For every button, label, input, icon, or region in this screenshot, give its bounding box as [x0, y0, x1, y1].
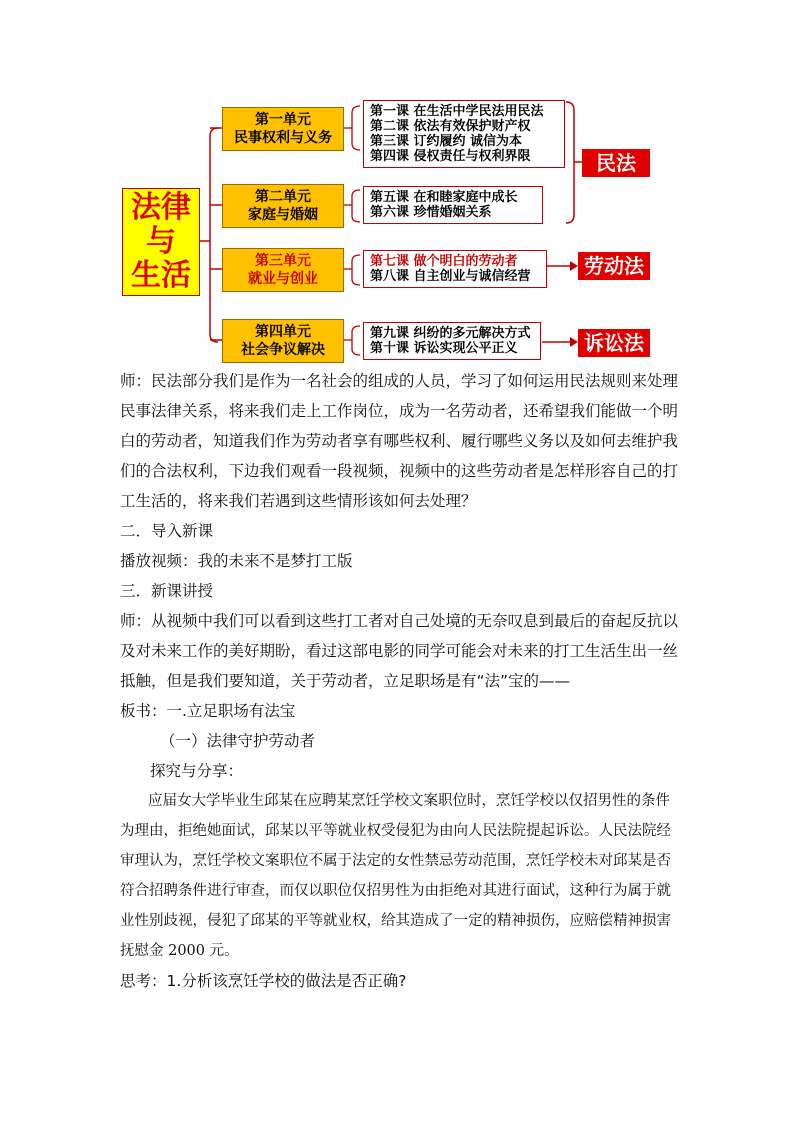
think-question: 思考：1.分析该烹饪学校的做法是否正确?: [120, 972, 407, 990]
lesson-1: 第一课 在生活中学民法用民法: [370, 104, 544, 119]
unit-2-title: 第二单元: [255, 189, 311, 205]
section-heading-3: 三．新课讲授: [120, 582, 214, 600]
lesson-7: 第七课 做个明白的劳动者: [370, 254, 518, 269]
unit-4-box: [222, 319, 344, 363]
teacher-paragraph-1: 师：民法部分我们是作为一名社会的组成的人员，学习了如何运用民法规则来处理民事法律关系，将来我们走上工作岗位，成为一名劳动者，还希望我们能做一个明白的劳动者，知道我们作为劳动者享有哪些权利、履行哪些义务以及如何去维护我们的合法权利，下边我们观看一段视频，视频中的这些劳动者是怎样形容自己的打工生活的，将来我们若遇到这些情形该如何去处理？: [120, 372, 679, 510]
root-line-1: 法律: [131, 190, 191, 225]
lesson-9: 第九课 纠纷的多元解决方式: [370, 326, 531, 341]
lesson-5: 第五课 在和睦家庭中成长: [370, 190, 518, 205]
sub-heading-1: （一）法律守护劳动者: [160, 732, 316, 750]
teacher-paragraph-2: 师：从视频中我们可以看到这些打工者对自己处境的无奈叹息到最后的奋起反抗以及对未来工作的美好期盼，看过这部电影的同学可能会对未来的打工生活生出一丝抵触，但是我们要知道，关于劳动者，立足职场是有“法”宝的——: [120, 612, 679, 690]
lessons-unit-4: [363, 322, 541, 360]
lessons-unit-3: [363, 250, 547, 288]
tag-litigation-law: 诉讼法: [578, 329, 650, 357]
lesson-4: 第四课 侵权责任与权利界限: [370, 149, 531, 164]
lesson-8: 第八课 自主创业与诚信经营: [370, 269, 531, 284]
tag-labor-law: 劳动法: [578, 252, 650, 280]
section-heading-2: 二．导入新课: [120, 522, 214, 540]
unit-1-title: 第一单元: [255, 112, 311, 128]
unit-2-subtitle: 家庭与婚姻: [248, 207, 318, 223]
explore-label: 探究与分享：: [150, 762, 244, 780]
lesson-2: 第二课 依法有效保护财产权: [370, 119, 531, 134]
unit-1-box: [222, 107, 344, 151]
unit-3-box: [222, 248, 344, 292]
lesson-10: 第十课 诉讼实现公平正义: [370, 341, 518, 356]
video-line: 播放视频：我的未来不是梦打工版: [120, 552, 353, 570]
unit-4-subtitle: 社会争议解决: [241, 342, 325, 358]
unit-4-title: 第四单元: [255, 324, 311, 340]
unit-3-title: 第三单元: [255, 253, 311, 269]
lesson-3: 第三课 订约履约 诚信为本: [370, 134, 523, 149]
root-line-2: 与: [146, 224, 176, 259]
tag-civil-law: 民法: [582, 149, 650, 177]
root-line-3: 生活: [131, 258, 191, 293]
unit-3-subtitle: 就业与创业: [248, 271, 318, 287]
case-paragraph: 应届女大学毕业生邱某在应聘某烹饪学校文案职位时，烹饪学校以仅招男性的条件为理由，拒绝她面试，邱某以平等就业权受侵犯为由向人民法院提起诉讼。人民法院经审理认为，烹饪学校文案职位不属于法定的女性禁忌劳动范围，烹饪学校未对邱某是否符合招聘条件进行审查，而仅以职位仅招男性为由拒绝对其进行面试，这种行为属于就业性别歧视，侵犯了邱某的平等就业权，给其造成了一定的精神损伤，应赔偿精神损害抚慰金 2000 元。: [120, 793, 671, 959]
lessons-unit-2: [363, 186, 543, 224]
lesson-text: [120, 366, 680, 996]
unit-1-subtitle: 民事权利与义务: [234, 130, 332, 146]
unit-2-box: [222, 184, 344, 228]
lesson-6: 第六课 珍惜婚姻关系: [370, 205, 492, 220]
knowledge-diagram: [0, 0, 794, 365]
lessons-unit-1: [363, 100, 565, 168]
connector-lines: [0, 0, 794, 365]
root-node: [122, 188, 200, 296]
board-note: 板书：一.立足职场有法宝: [120, 702, 296, 720]
